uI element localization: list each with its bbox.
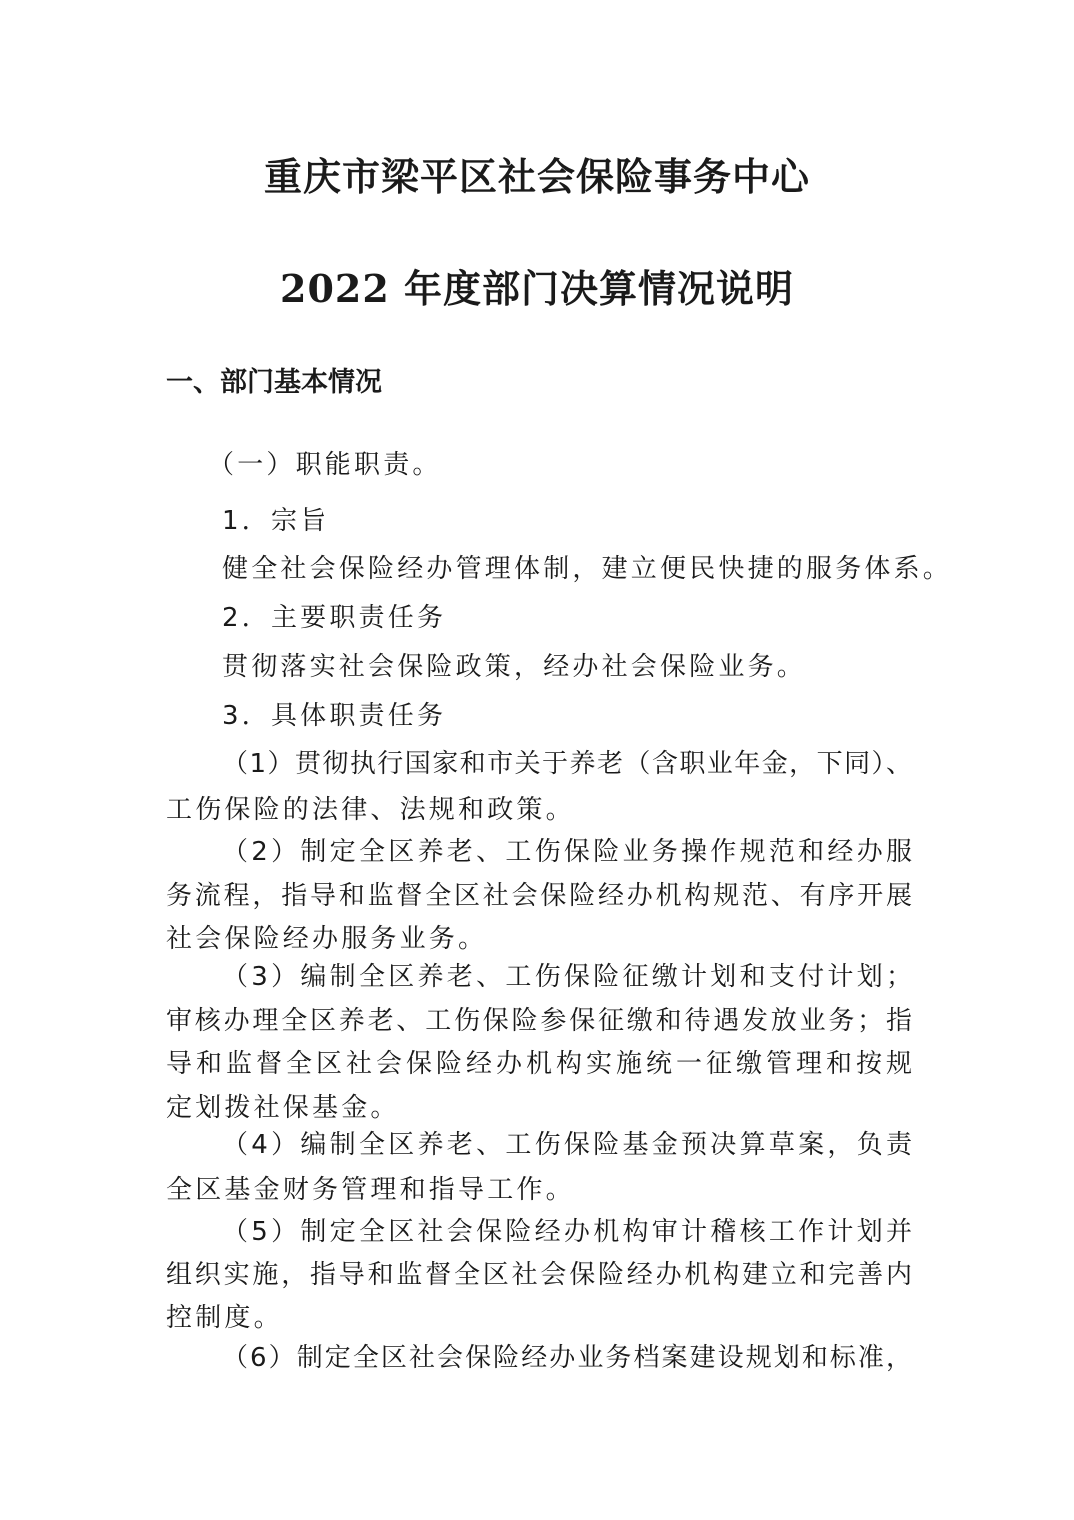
duty-5-line-1: （5）制定全区社会保险经办机构审计稽核工作计划并: [222, 1217, 912, 1247]
duty-4-line-2: 全区基金财务管理和指导工作。: [166, 1175, 575, 1205]
duty-6-line-1: （6）制定全区社会保险经办业务档案建设规划和标准，: [222, 1343, 912, 1373]
duty-1-line-2: 工伤保险的法律、法规和政策。: [166, 795, 575, 825]
duty-1-line-1: （1）贯彻执行国家和市关于养老（含职业年金，下同）、: [222, 749, 912, 779]
paragraph-purpose: 健全社会保险经办管理体制，建立便民快捷的服务体系。: [222, 554, 953, 584]
duty-3-line-1: （3）编制全区养老、工伤保险征缴计划和支付计划；: [222, 962, 912, 992]
duty-2-line-2: 务流程，指导和监督全区社会保险经办机构规范、有序开展: [166, 881, 912, 911]
item-heading-specific-duties: 3．具体职责任务: [222, 701, 447, 731]
document-title-line2: 2022 年度部门决算情况说明: [280, 266, 794, 311]
item-heading-main-duties: 2．主要职责任务: [222, 603, 447, 633]
duty-5-line-3: 控制度。: [166, 1303, 283, 1333]
paragraph-main-duties: 贯彻落实社会保险政策，经办社会保险业务。: [222, 652, 807, 682]
duty-3-line-2: 审核办理全区养老、工伤保险参保征缴和待遇发放业务；指: [166, 1006, 912, 1036]
section-heading-basic-info: 一、部门基本情况: [166, 367, 382, 398]
duty-3-line-3: 导和监督全区社会保险经办机构实施统一征缴管理和按规: [166, 1049, 912, 1079]
subsection-heading-functions: （一）职能职责。: [208, 450, 442, 480]
duty-5-line-2: 组织实施，指导和监督全区社会保险经办机构建立和完善内: [166, 1260, 912, 1290]
duty-4-line-1: （4）编制全区养老、工伤保险基金预决算草案，负责: [222, 1130, 912, 1160]
duty-2-line-1: （2）制定全区养老、工伤保险业务操作规范和经办服: [222, 837, 912, 867]
document-title-line1: 重庆市梁平区社会保险事务中心: [263, 154, 810, 199]
duty-3-line-4: 定划拨社保基金。: [166, 1093, 400, 1123]
duty-2-line-3: 社会保险经办服务业务。: [166, 924, 488, 954]
item-heading-purpose: 1．宗旨: [222, 506, 330, 536]
